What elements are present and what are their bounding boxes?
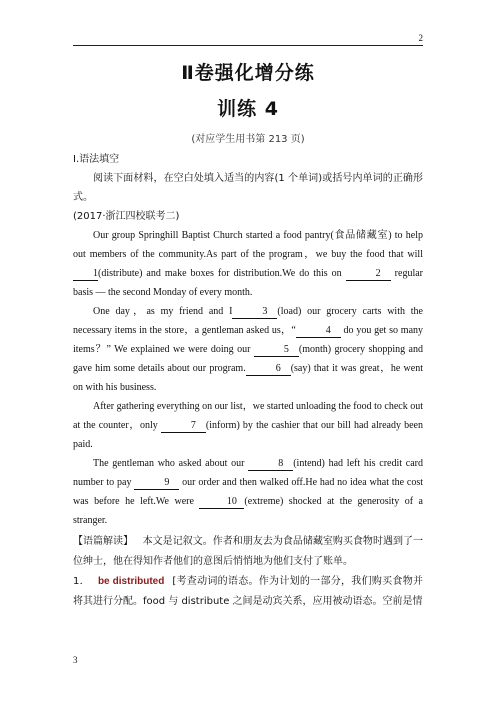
blank-6[interactable]: 6 [246, 363, 291, 376]
footer-page-number: 3 [73, 655, 78, 665]
answer-term: be distributed [97, 576, 165, 587]
section-instruction: 阅读下面材料，在空白处填入适当的内容(1 个单词)或括号内单词的正确形式。 [73, 173, 423, 203]
section-heading: Ⅰ.语法填空 [73, 154, 120, 165]
book-reference: (对应学生用书第 213 页) [191, 134, 305, 145]
blank-10[interactable]: 10 [199, 496, 244, 509]
page-subtitle: 训练 4 [217, 98, 279, 120]
blank-9[interactable]: 9 [134, 477, 179, 490]
answer-number: 1． [73, 576, 90, 587]
analysis-label: 【语篇解读】 [73, 536, 134, 547]
passage-paragraph-2: One day，as my friend and I 3 (load) our grocery carts with the necessary items in the store，a gentleman asked us，“ 4 do you get so many items？” We explained we were doing our 5 (month) grocery shopping and gave him some details about our program. 6 (say) that it was great，he went on with his business. [73, 306, 424, 393]
page-title: Ⅱ卷强化增分练 [181, 62, 315, 84]
blank-4[interactable]: 4 [296, 325, 341, 338]
content-body [73, 150, 423, 612]
analysis-text: 本文是记叙文。作者和朋友去为食品储藏室购买食物时遇到了一位绅士，他在得知作者他们的意图后悄悄地为他们支付了账单。 [73, 536, 423, 567]
blank-7[interactable]: 7 [161, 420, 206, 433]
passage-analysis [73, 532, 423, 572]
header-rule [73, 45, 423, 46]
passage-source: (2017·浙江四校联考二) [73, 211, 180, 222]
blank-5[interactable]: 5 [254, 344, 299, 357]
answer-explanation: [考查动词的语态。作为计划的一部分，我们购买食物并将其进行分配。food 与 distribute 之间是动宾关系，应用被动语态。空前是情 [73, 576, 423, 607]
blank-8[interactable]: 8 [248, 458, 293, 471]
header-page-number: 2 [418, 33, 423, 43]
blank-1[interactable]: 1 [73, 268, 98, 281]
passage-paragraph-4: The gentleman who asked about our 8 (intend) had left his credit card number to pay 9 our order and then walked off.He had no idea what the cost was before he left.We were 10 (extreme) shocked at the generosity of a stranger. [73, 458, 424, 526]
answer-1 [73, 572, 423, 612]
passage-paragraph-1: Our group Springhill Baptist Church started a food pantry(食品储藏室) to help out members of the community.As part of the program，we buy the food that will 1(distribute) and make boxes for distribution.We do this on 2 regular basis — the second Monday of every month. [73, 230, 423, 298]
blank-3[interactable]: 3 [232, 306, 277, 319]
blank-2[interactable]: 2 [346, 268, 391, 281]
passage-paragraph-3: After gathering everything on our list，we started unloading the food to check out at the counter，only 7 (inform) by the cashier that our bill had already been paid. [73, 401, 423, 450]
